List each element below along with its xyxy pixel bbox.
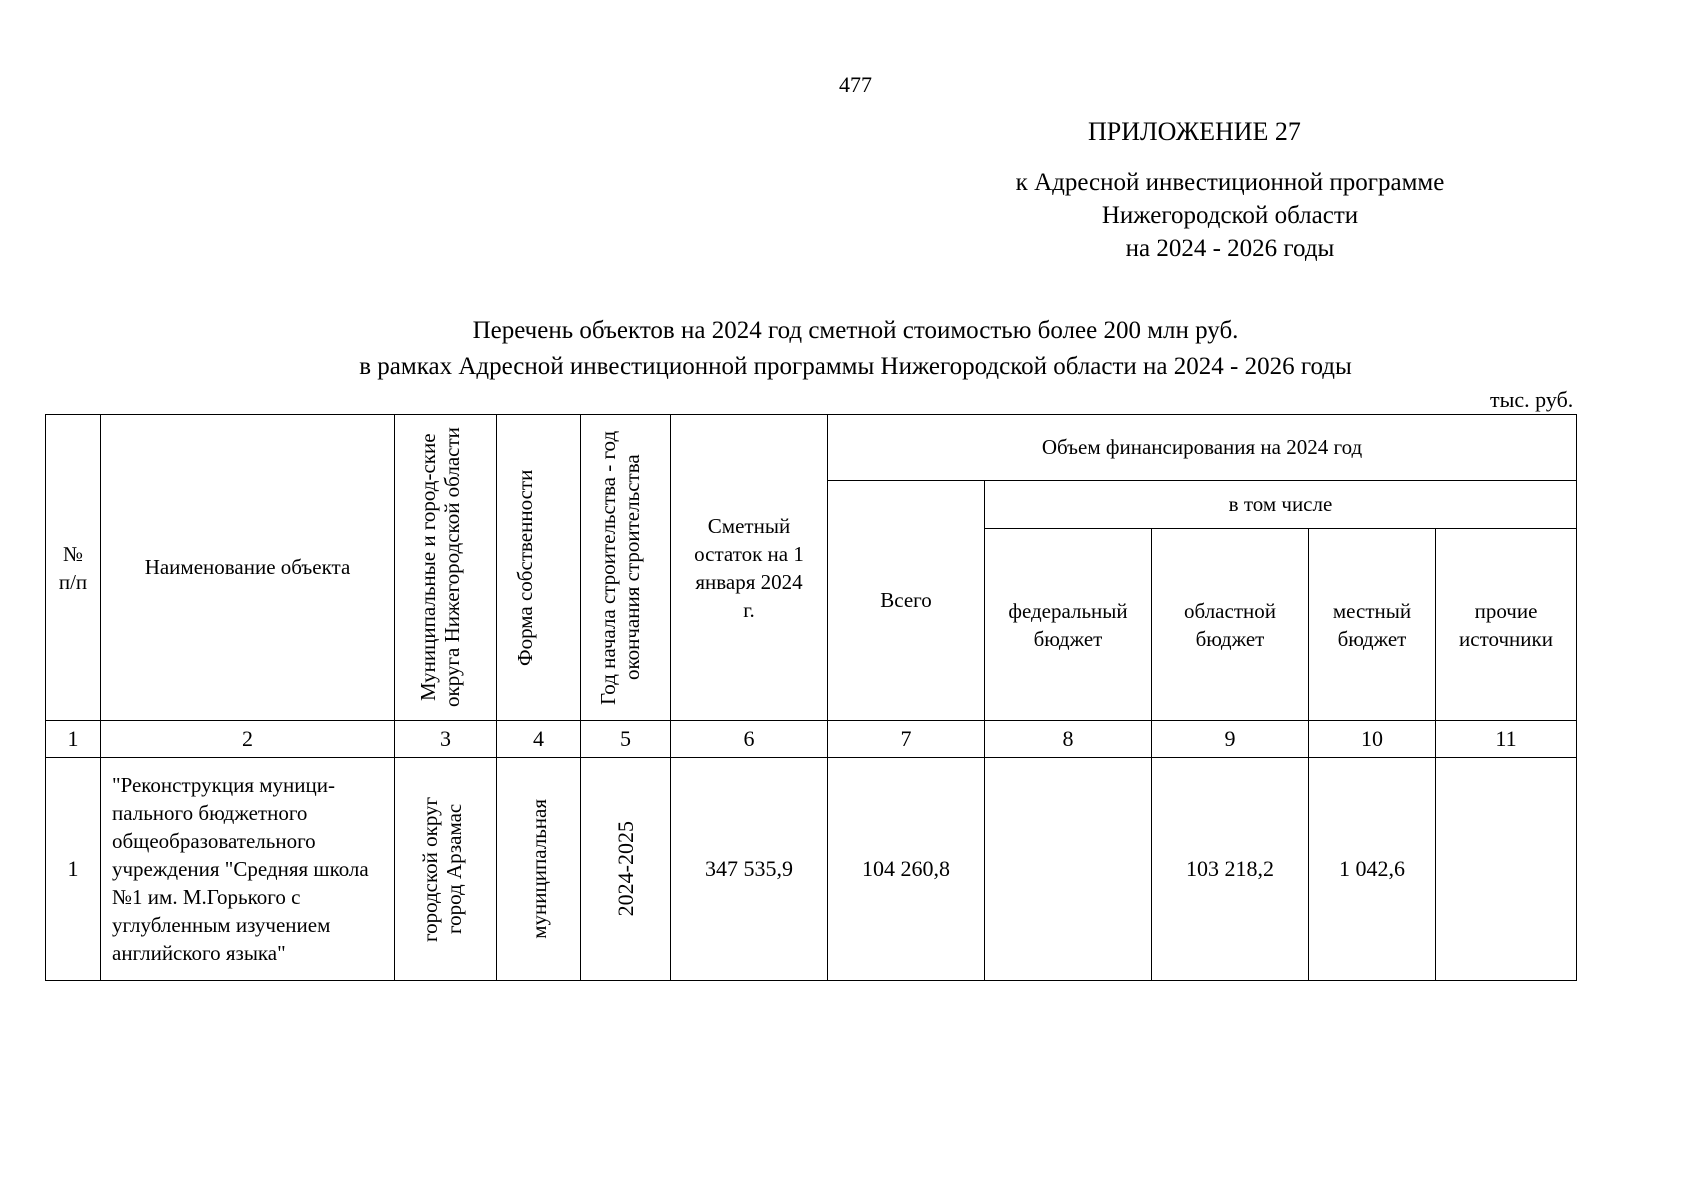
column-number: 2: [101, 721, 395, 758]
row-years: [581, 758, 671, 981]
header-municipality-text: Муниципальные и город-ские округа Нижегородской области: [415, 427, 464, 708]
header-total: Всего: [828, 481, 985, 721]
row-local: 1 042,6: [1309, 758, 1436, 981]
header-local: [1309, 529, 1436, 721]
column-number: 5: [581, 721, 671, 758]
appendix-subtitle: [960, 166, 1500, 265]
document-title: [0, 313, 1697, 385]
header-financing: Объем финансирования на 2024 год: [828, 415, 1577, 481]
column-number: 3: [395, 721, 497, 758]
header-years-label: [596, 420, 656, 715]
page-number: 477: [839, 72, 872, 97]
row-municipality-label: [418, 774, 474, 964]
header-other-text: прочие источники: [1459, 598, 1553, 651]
header-years: [581, 415, 671, 721]
row-federal: [985, 758, 1152, 981]
column-number: 6: [671, 721, 828, 758]
objects-table: [45, 414, 1577, 981]
header-ownership-text: Форма собственности: [512, 469, 537, 666]
row-municipality-text: городской округ город Арзамас: [417, 796, 466, 942]
appendix-title: ПРИЛОЖЕНИЕ 27: [1088, 117, 1301, 146]
header-estimate-text: Сметный остаток на 1 января 2024 г.: [694, 513, 804, 622]
row-other: [1436, 758, 1577, 981]
appendix-subtitle-line: к Адресной инвестиционной программе: [1015, 169, 1445, 196]
column-numbers-row: [46, 721, 1577, 758]
row-num: 1: [46, 758, 101, 981]
header-years-text: Год начала строительства - год окончания строительства: [595, 430, 644, 705]
row-total: 104 260,8: [828, 758, 985, 981]
header-num-label: № п/п: [58, 541, 88, 594]
row-object-name: "Реконструкция муници-пального бюджетного общеобразовательного учреждения "Средняя школа №1 им. М.Горького с углубленным изучением английского языка": [101, 758, 395, 981]
header-municipality-label: [416, 420, 476, 715]
document-title-line: Перечень объектов на 2024 год сметной стоимостью более 200 млн руб.: [472, 317, 1239, 344]
row-years-label: 2024-2025: [612, 821, 638, 917]
column-number: 1: [46, 721, 101, 758]
column-number: 9: [1152, 721, 1309, 758]
row-municipality: [395, 758, 497, 981]
header-municipality: [395, 415, 497, 721]
header-ownership: [497, 415, 581, 721]
appendix-subtitle-line: Нижегородской области: [1101, 202, 1359, 229]
table-row: [46, 758, 1577, 981]
row-estimate: 347 535,9: [671, 758, 828, 981]
header-local-text: местный бюджет: [1332, 598, 1412, 651]
row-regional: 103 218,2: [1152, 758, 1309, 981]
row-ownership: [497, 758, 581, 981]
column-number: 7: [828, 721, 985, 758]
document-title-line: в рамках Адресной инвестиционной программы Нижегородской области на 2024 - 2026 годы: [359, 353, 1352, 380]
header-name: Наименование объекта: [101, 415, 395, 721]
header-regional: [1152, 529, 1309, 721]
row-ownership-label: муниципальная: [526, 799, 551, 939]
column-number: 10: [1309, 721, 1436, 758]
header-federal: [985, 529, 1152, 721]
header-num: [46, 415, 101, 721]
header-other: [1436, 529, 1577, 721]
header-regional-text: областной бюджет: [1184, 598, 1276, 651]
column-number: 4: [497, 721, 581, 758]
header-ownership-label: [513, 468, 565, 668]
header-federal-text: федеральный бюджет: [1008, 598, 1128, 651]
appendix-subtitle-line: на 2024 - 2026 годы: [1125, 235, 1335, 262]
column-number: 8: [985, 721, 1152, 758]
header-estimate: [671, 415, 828, 721]
header-including: в том числе: [985, 481, 1577, 529]
column-number: 11: [1436, 721, 1577, 758]
units-label: тыс. руб.: [1490, 387, 1574, 412]
